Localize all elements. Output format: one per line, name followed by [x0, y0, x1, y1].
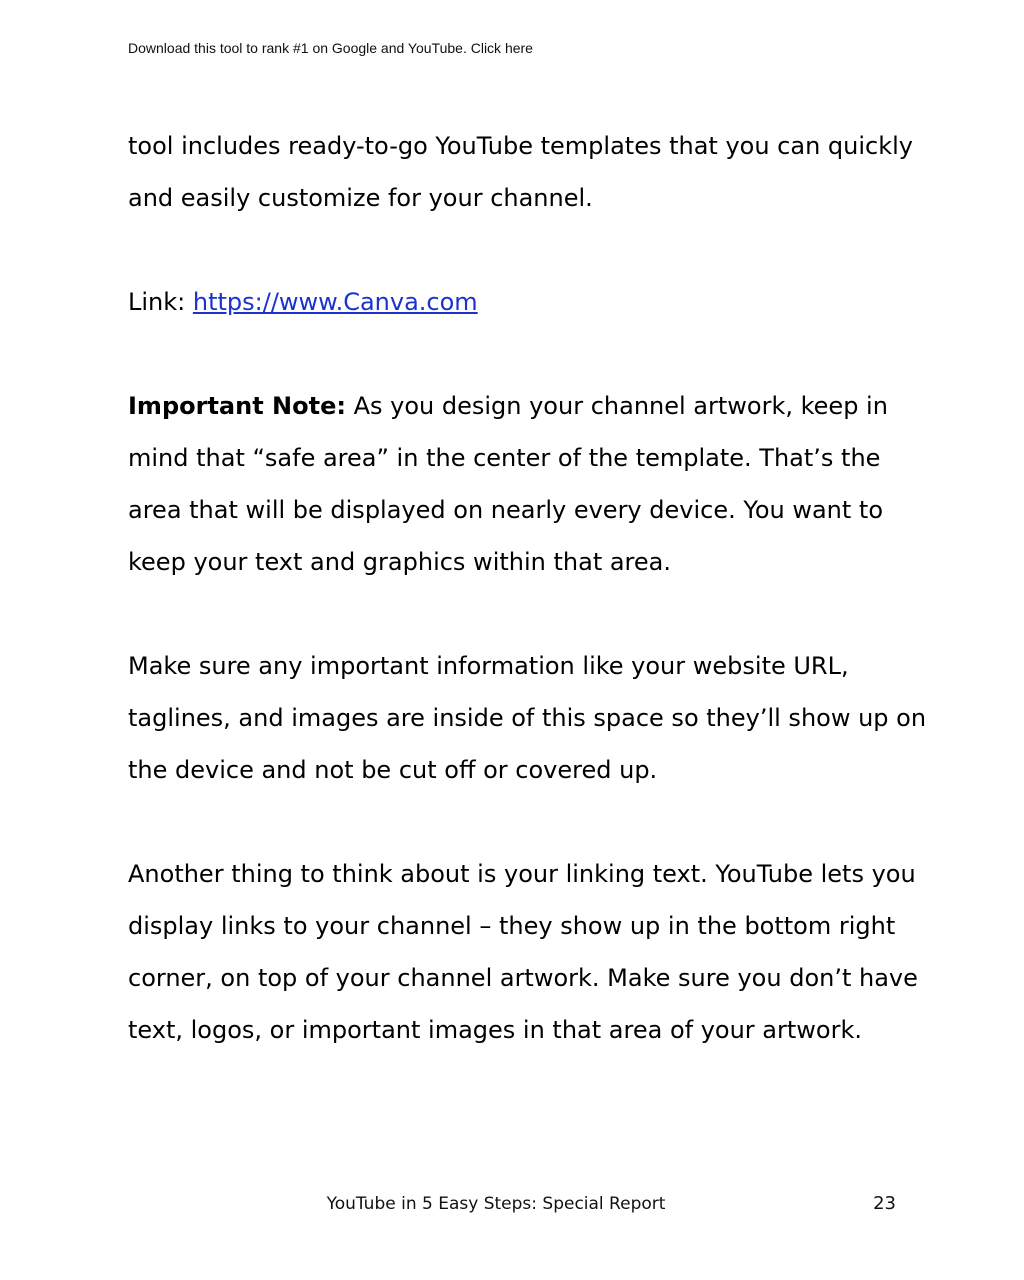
- important-note-paragraph: [128, 380, 908, 588]
- canva-link[interactable]: https://www.Canva.com: [192, 288, 478, 316]
- text-line: tool includes ready-to-go YouTube templates that you can quickly: [128, 132, 914, 160]
- text-line: display links to your channel – they show up in the bottom right: [128, 912, 896, 940]
- page-number: 23: [873, 1193, 896, 1214]
- text-line: taglines, and images are inside of this space so they’ll show up on: [128, 704, 927, 732]
- note-text: As you design your channel artwork, keep in: [345, 392, 888, 420]
- text-line: the device and not be cut off or covered up.: [128, 756, 658, 784]
- link-label: Link:: [128, 288, 186, 316]
- text-line: and easily customize for your channel.: [128, 184, 593, 212]
- link-paragraph: [128, 276, 908, 328]
- paragraph-safe-space: [128, 640, 927, 796]
- text-line: mind that “safe area” in the center of the template. That’s the: [128, 444, 881, 472]
- text-line: Another thing to think about is your linking text. YouTube lets you: [128, 860, 916, 888]
- text-line: [128, 380, 908, 432]
- text-line: text, logos, or important images in that area of your artwork.: [128, 1016, 862, 1044]
- text-line: corner, on top of your channel artwork. Make sure you don’t have: [128, 964, 918, 992]
- page-body: [128, 120, 927, 1056]
- text-line: keep your text and graphics within that area.: [128, 548, 671, 576]
- paragraph-linking-text: [128, 848, 918, 1056]
- text-line: Make sure any important information like your website URL,: [128, 652, 849, 680]
- important-note-label: Important Note:: [128, 392, 346, 420]
- text-line: area that will be displayed on nearly every device. You want to: [128, 496, 884, 524]
- paragraph-templates: [128, 120, 914, 224]
- footer-report-title: YouTube in 5 Easy Steps: Special Report: [326, 1194, 666, 1214]
- download-banner-link[interactable]: Download this tool to rank #1 on Google and YouTube. Click here: [128, 40, 533, 56]
